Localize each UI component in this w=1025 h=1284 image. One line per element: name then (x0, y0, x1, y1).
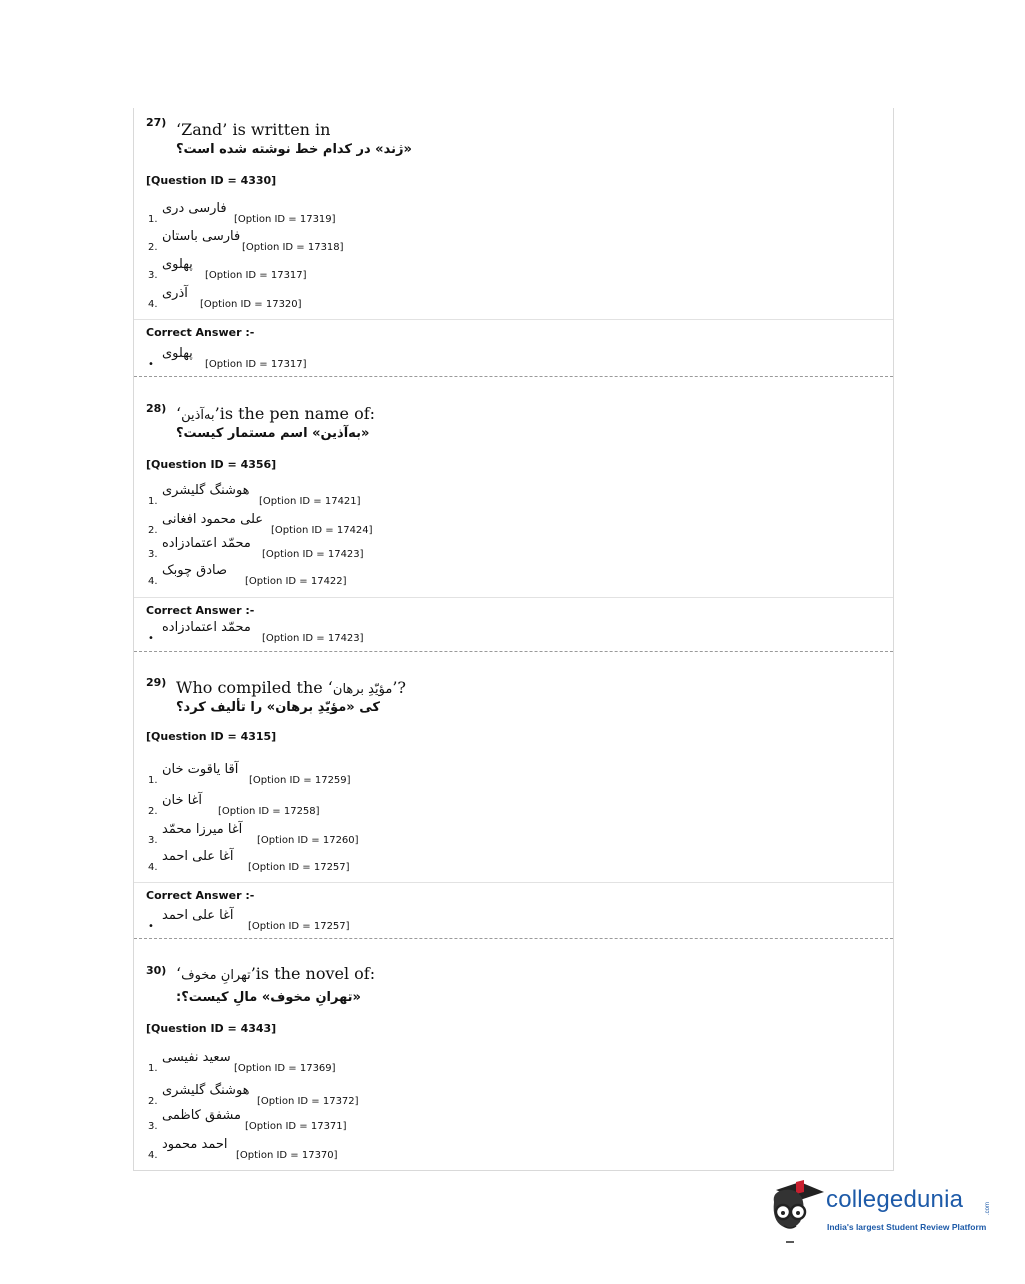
option-id: [Option ID = 17421] (259, 496, 361, 507)
option-3 (146, 536, 546, 560)
brand-name: collegedunia (826, 1186, 964, 1213)
question-id: [Question ID = 4356] (146, 458, 277, 471)
option-id: [Option ID = 17257] (248, 862, 350, 873)
option-2 (146, 229, 546, 253)
option-number: 4. (148, 576, 158, 587)
correct-answer (146, 620, 546, 644)
option-2 (146, 512, 546, 536)
option-id: [Option ID = 17371] (245, 1121, 347, 1132)
option-text: آغا علی احمد (162, 849, 234, 864)
option-text: آقا یاقوت خان (162, 762, 239, 777)
question-text (176, 404, 375, 423)
bullet: • (148, 633, 154, 644)
question-text-persian: «به‌آذین» اسم مستمار کیست؟ (176, 426, 370, 441)
answer-option-id: [Option ID = 17423] (262, 633, 364, 644)
option-id: [Option ID = 17259] (249, 775, 351, 786)
option-text: مشفق کاظمی (162, 1108, 241, 1123)
option-id: [Option ID = 17424] (271, 525, 373, 536)
question-number: 28) (146, 402, 167, 415)
option-1 (146, 762, 546, 786)
option-4 (146, 286, 546, 310)
option-id: [Option ID = 17317] (205, 270, 307, 281)
bullet: • (148, 921, 154, 932)
option-3 (146, 822, 546, 846)
option-number: 4. (148, 1150, 158, 1161)
option-number: 2. (148, 525, 158, 536)
question-sheet (133, 108, 894, 1171)
option-text: آذری (162, 286, 188, 301)
bullet: • (148, 359, 154, 370)
option-number: 2. (148, 1096, 158, 1107)
correct-answer (146, 908, 546, 932)
question-number: 29) (146, 676, 167, 689)
correct-answer (146, 346, 546, 370)
question-text-tail: ’is the pen name of: (214, 404, 376, 423)
option-number: 2. (148, 242, 158, 253)
option-number: 3. (148, 270, 158, 281)
mascot-icon (766, 1176, 826, 1246)
option-number: 1. (148, 1063, 158, 1074)
option-number: 3. (148, 835, 158, 846)
option-id: [Option ID = 17260] (257, 835, 359, 846)
option-number: 1. (148, 775, 158, 786)
quote-open: ‘ (176, 964, 182, 983)
option-text: فارسی باستان (162, 229, 241, 244)
quote-open: ‘ (176, 404, 182, 423)
answer-text: پهلوی (162, 346, 193, 361)
question-divider (134, 651, 893, 652)
correct-answer-label: Correct Answer :- (146, 604, 255, 617)
option-4 (146, 1137, 546, 1161)
option-2 (146, 1083, 546, 1107)
option-text: آغا میرزا محمّد (162, 822, 243, 837)
option-id: [Option ID = 17423] (262, 549, 364, 560)
divider (134, 319, 893, 320)
option-id: [Option ID = 17320] (200, 299, 302, 310)
option-text: هوشنگ گلیشری (162, 483, 250, 498)
answer-option-id: [Option ID = 17317] (205, 359, 307, 370)
option-id: [Option ID = 17369] (234, 1063, 336, 1074)
option-number: 2. (148, 806, 158, 817)
question-text: ‘Zand’ is written in (176, 120, 331, 139)
option-id: [Option ID = 17319] (234, 214, 336, 225)
option-3 (146, 1108, 546, 1132)
option-number: 4. (148, 862, 158, 873)
question-text (176, 678, 406, 697)
option-1 (146, 483, 546, 507)
option-text: احمد محمود (162, 1137, 228, 1152)
brand-tagline: India's largest Student Review Platform (827, 1222, 987, 1232)
question-divider (134, 938, 893, 939)
option-id: [Option ID = 17258] (218, 806, 320, 817)
question-id: [Question ID = 4343] (146, 1022, 277, 1035)
divider (134, 882, 893, 883)
option-4 (146, 563, 546, 587)
question-text (176, 964, 375, 983)
correct-answer-label: Correct Answer :- (146, 889, 255, 902)
option-4 (146, 849, 546, 873)
option-number: 1. (148, 496, 158, 507)
option-2 (146, 793, 546, 817)
option-text: صادق چوبک (162, 563, 228, 578)
option-1 (146, 1050, 546, 1074)
question-text-persian: «ژند» در کدام خط نوشته شده است؟ (176, 142, 412, 157)
inline-persian-title: مؤیّدِ برهان (332, 682, 393, 697)
option-1 (146, 201, 546, 225)
question-text-tail: ’? (392, 678, 406, 697)
question-text-persian: «تهرانِ مخوف» مالِ کیست؟: (176, 990, 361, 1005)
option-number: 3. (148, 1121, 158, 1132)
option-text: پهلوی (162, 257, 193, 272)
question-id: [Question ID = 4315] (146, 730, 277, 743)
option-text: محمّد اعتمادزاده (162, 536, 251, 551)
question-text-persian: کی «مؤیّدِ برهان» را تألیف کرد؟ (176, 700, 380, 715)
option-text: فارسی دری (162, 201, 227, 216)
option-number: 3. (148, 549, 158, 560)
question-text-head: Who compiled the ‘ (176, 678, 333, 697)
option-text: آغا خان (162, 793, 203, 808)
option-number: 1. (148, 214, 158, 225)
answer-option-id: [Option ID = 17257] (248, 921, 350, 932)
answer-text: محمّد اعتمادزاده (162, 620, 251, 635)
option-text: علی محمود افغانی (162, 512, 264, 527)
option-id: [Option ID = 17370] (236, 1150, 338, 1161)
option-text: سعید نفیسی (162, 1050, 231, 1065)
question-divider (134, 376, 893, 377)
inline-persian-title: به‌آذین (181, 408, 215, 423)
option-id: [Option ID = 17318] (242, 242, 344, 253)
inline-persian-title: تهرانِ مخوف (181, 968, 251, 983)
divider (134, 597, 893, 598)
brand-domain: .com (985, 1202, 991, 1216)
correct-answer-label: Correct Answer :- (146, 326, 255, 339)
option-text: هوشنگ گلیشری (162, 1083, 250, 1098)
question-text-tail: ’is the novel of: (250, 964, 376, 983)
question-number: 30) (146, 964, 167, 977)
collegedunia-logo[interactable] (766, 1176, 996, 1246)
option-number: 4. (148, 299, 158, 310)
question-id: [Question ID = 4330] (146, 174, 277, 187)
option-id: [Option ID = 17422] (245, 576, 347, 587)
option-id: [Option ID = 17372] (257, 1096, 359, 1107)
question-number: 27) (146, 116, 167, 129)
option-3 (146, 257, 546, 281)
answer-text: آغا علی احمد (162, 908, 234, 923)
